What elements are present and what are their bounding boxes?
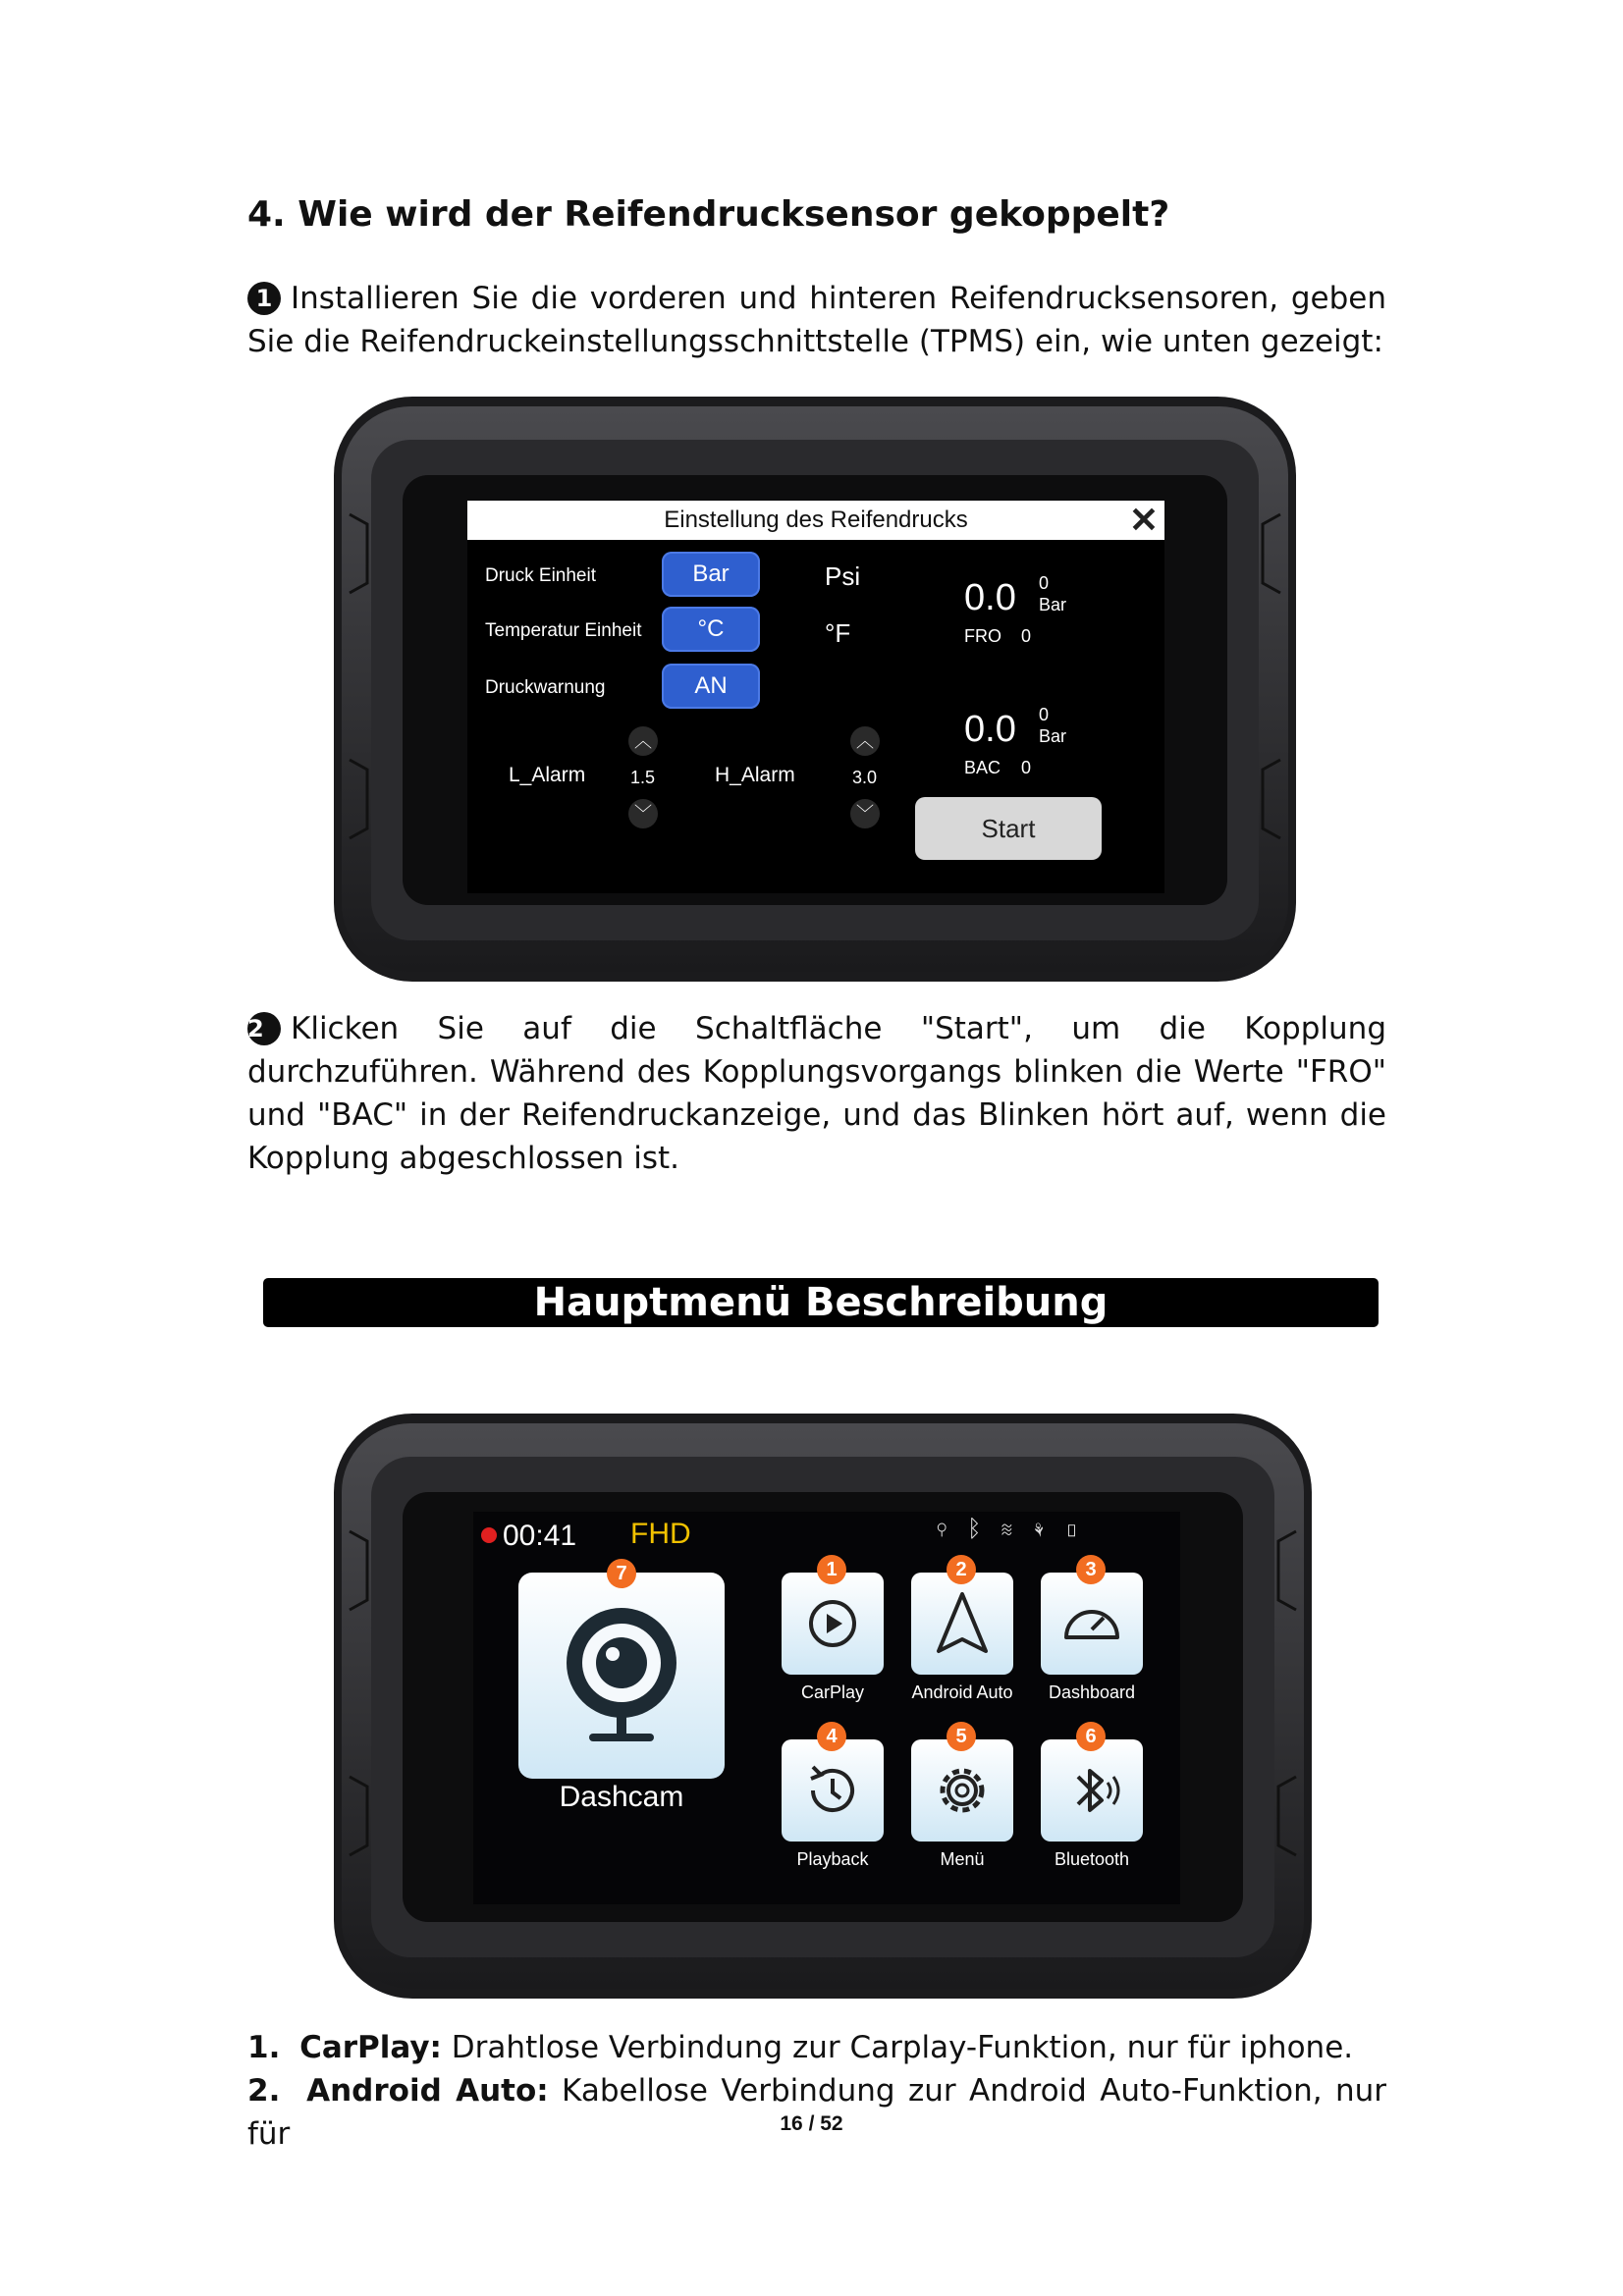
- record-dot-icon: [481, 1527, 497, 1543]
- android-auto-badge: 2: [947, 1555, 976, 1584]
- android-auto-label: Android Auto: [911, 1682, 1013, 1702]
- sd-card-icon: ▯: [1064, 1516, 1085, 1542]
- satellite-icon: ⚲: [935, 1516, 955, 1542]
- playback-badge: 4: [817, 1722, 846, 1751]
- section-heading: 4. Wie wird der Reifendrucksensor gekoppelt?: [247, 194, 1170, 235]
- rear-pressure-value: 0.0: [964, 709, 1016, 750]
- carplay-badge: 1: [817, 1555, 846, 1584]
- front-label: FRO: [964, 626, 1001, 646]
- list-text: Drahtlose Verbindung zur Carplay-Funktion, nur für iphone.: [441, 2030, 1354, 2065]
- pressure-unit-psi-option[interactable]: Psi: [825, 561, 861, 591]
- android-auto-app-button[interactable]: [911, 1573, 1013, 1675]
- close-icon[interactable]: ✕: [1128, 501, 1160, 540]
- dashboard-badge: 3: [1076, 1555, 1106, 1584]
- main-menu-device-image: [312, 1414, 1333, 1999]
- list-term: CarPlay:: [299, 2030, 442, 2065]
- low-alarm-label: L_Alarm: [509, 764, 586, 786]
- high-alarm-value: 3.0: [852, 768, 878, 787]
- section-banner: Hauptmenü Beschreibung: [263, 1278, 1379, 1327]
- bluetooth-badge: 6: [1076, 1722, 1106, 1751]
- dashcam-label: Dashcam: [559, 1781, 684, 1813]
- quality-label: FHD: [630, 1518, 691, 1550]
- bluetooth-app-button[interactable]: [1041, 1739, 1143, 1842]
- dashboard-app-button[interactable]: [1041, 1573, 1143, 1675]
- carplay-label: CarPlay: [800, 1682, 865, 1702]
- step-marker: 2: [247, 1012, 281, 1045]
- menu-app-button[interactable]: [911, 1739, 1013, 1842]
- rear-small-value: 0: [1039, 705, 1050, 724]
- tpms-title: Einstellung des Reifendrucks: [467, 501, 1164, 540]
- low-alarm-value: 1.5: [630, 768, 656, 787]
- high-alarm-down-icon[interactable]: ﹀: [850, 799, 880, 828]
- gear-icon: [911, 1739, 1013, 1842]
- start-button[interactable]: Start: [915, 797, 1102, 860]
- playback-label: Playback: [796, 1849, 869, 1869]
- high-alarm-label: H_Alarm: [715, 764, 795, 786]
- step-2-paragraph: [247, 1007, 1386, 1180]
- dashboard-icon: [1041, 1573, 1143, 1675]
- webcam-icon: [518, 1573, 725, 1779]
- main-menu-screen: [473, 1512, 1180, 1904]
- pressure-warning-toggle[interactable]: AN: [662, 664, 760, 709]
- list-number: 1.: [247, 2030, 281, 2065]
- list-term: Android Auto:: [306, 2073, 549, 2109]
- temp-unit-celsius-button[interactable]: °C: [662, 607, 760, 652]
- pressure-warning-label: Druckwarnung: [485, 677, 606, 698]
- tpms-device-image: [312, 397, 1318, 982]
- menu-label: Menü: [940, 1849, 985, 1869]
- front-small-value: 0: [1039, 573, 1050, 593]
- dashcam-badge: 7: [607, 1559, 636, 1588]
- rear-unit: Bar: [1039, 726, 1067, 746]
- bluetooth-label: Bluetooth: [1054, 1849, 1130, 1869]
- front-pressure-value: 0.0: [964, 577, 1016, 618]
- bluetooth-icon: [1041, 1739, 1143, 1842]
- carplay-app-button[interactable]: [782, 1573, 884, 1675]
- menu-badge: 5: [947, 1722, 976, 1751]
- motorcycle-icon: ⚘: [1032, 1516, 1053, 1542]
- step-1-text: Installieren Sie die vorderen und hinteren Reifendrucksensoren, geben Sie die Reifendruckeinstellungsschnittstelle (TPMS) ein, wie unten gezeigt:: [247, 281, 1386, 359]
- low-alarm-up-icon[interactable]: ︿: [628, 726, 658, 756]
- list-item: [247, 2026, 1386, 2069]
- temp-unit-fahrenheit-option[interactable]: °F: [825, 618, 851, 648]
- status-icons: [935, 1516, 1085, 1543]
- record-time: 00:41: [503, 1520, 577, 1552]
- wifi-icon: ≋: [1000, 1516, 1020, 1542]
- step-marker: 1: [247, 282, 281, 315]
- tpms-screen: [467, 501, 1164, 893]
- temp-unit-label: Temperatur Einheit: [485, 620, 642, 641]
- rear-label-value: 0: [1021, 758, 1032, 777]
- carplay-icon: [782, 1573, 884, 1675]
- front-unit: Bar: [1039, 595, 1067, 614]
- playback-icon: [782, 1739, 884, 1842]
- android-auto-icon: [911, 1573, 1013, 1675]
- high-alarm-up-icon[interactable]: ︿: [850, 726, 880, 756]
- rear-label: BAC: [964, 758, 1001, 777]
- bluetooth-icon: ᛒ: [967, 1516, 988, 1542]
- list-text: Kabellose Verbindung zur Android Auto-Funktion, nur für: [247, 2073, 1386, 2152]
- front-label-value: 0: [1021, 626, 1032, 646]
- list-number: 2.: [247, 2073, 281, 2109]
- playback-app-button[interactable]: [782, 1739, 884, 1842]
- dashcam-app-button[interactable]: [518, 1573, 725, 1779]
- pressure-unit-bar-button[interactable]: Bar: [662, 552, 760, 597]
- step-1-paragraph: [247, 277, 1386, 363]
- pressure-unit-label: Druck Einheit: [485, 565, 596, 586]
- page-number: 16 / 52: [780, 2112, 843, 2135]
- step-2-text: Klicken Sie auf die Schaltfläche "Start", um die Kopplung durchzuführen. Während des Kopplungsvorgangs blinken die Werte "FRO" und "BAC" in der Reifendruckanzeige, und das Blinken hört auf, wenn die Kopplung abgeschlossen ist.: [247, 1011, 1386, 1176]
- low-alarm-down-icon[interactable]: ﹀: [628, 799, 658, 828]
- dashboard-label: Dashboard: [1048, 1682, 1136, 1702]
